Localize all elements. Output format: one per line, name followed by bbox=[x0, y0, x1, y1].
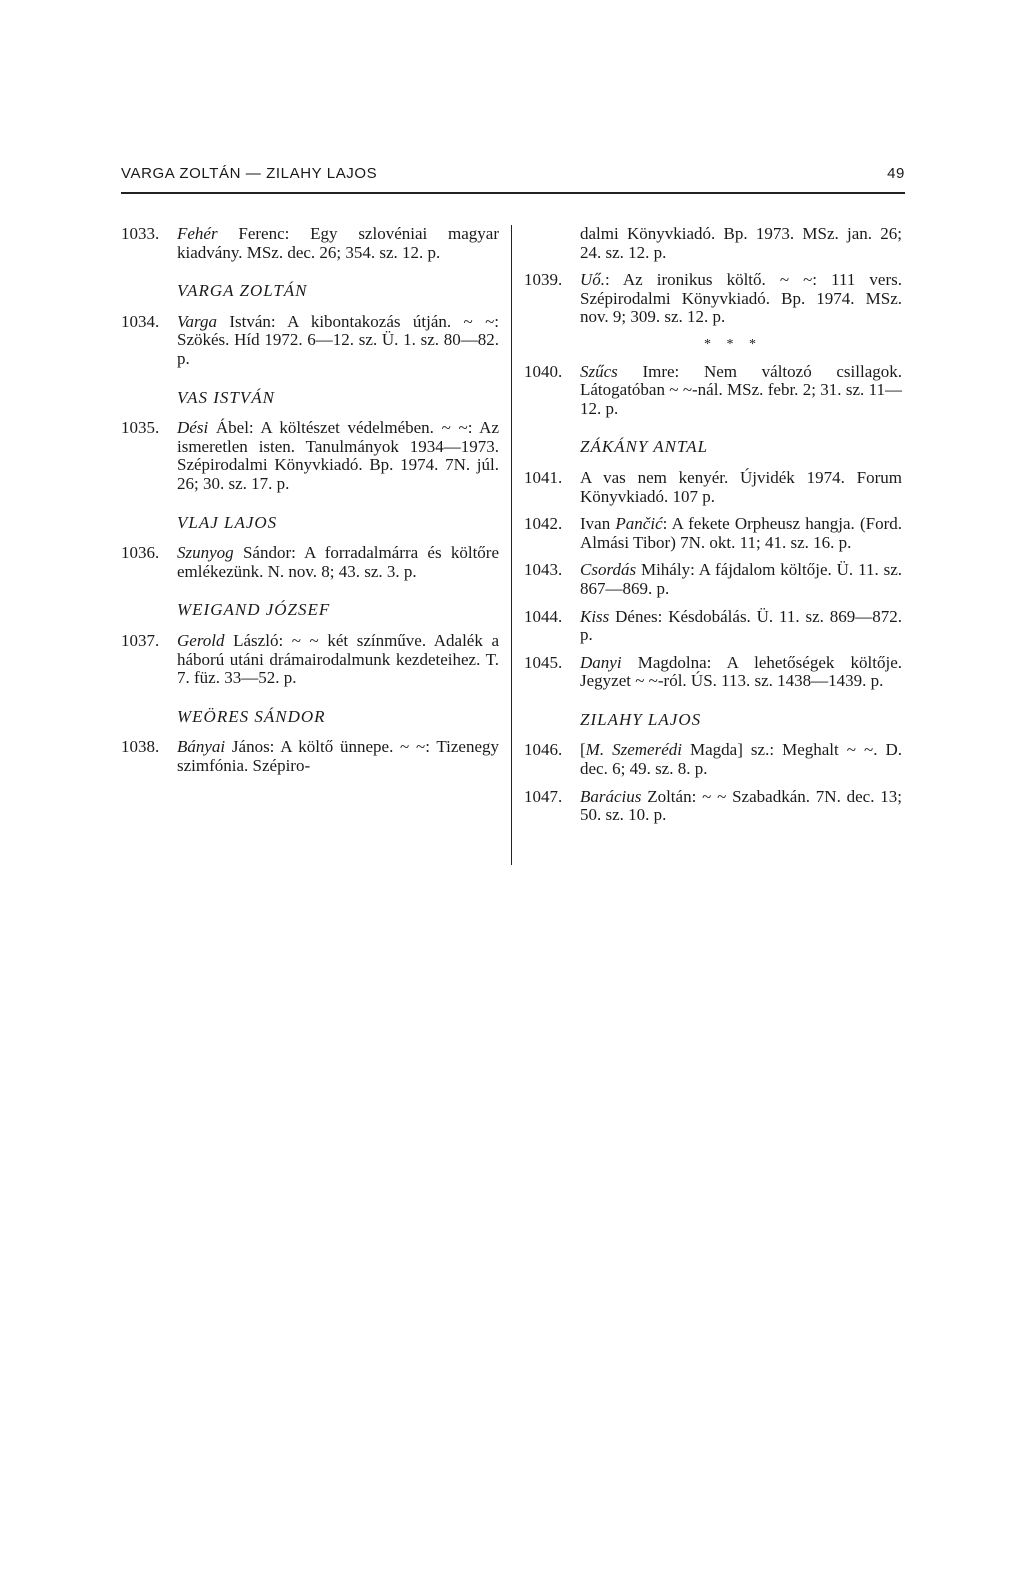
entry-author: Szűcs bbox=[580, 361, 618, 381]
entry-text: János: A költő ünnepe. ~ ~: Tizenegy szimfónia. Szépiro- bbox=[177, 737, 499, 775]
page-number: 49 bbox=[887, 165, 905, 182]
entry-prefix: Ivan bbox=[580, 514, 611, 534]
entry-text: Magdolna: A lehetőségek költője. Jegyzet ~ ~-ról. ÚS. 113. sz. 1438—1439. p. bbox=[580, 652, 902, 691]
entry-number: 1047. bbox=[524, 786, 563, 806]
entry-text: Mihály: A fájdalom költője. Ü. 11. sz. 867—869. p. bbox=[580, 560, 903, 598]
entry-author: Dési bbox=[177, 418, 209, 438]
entry-number: 1042. bbox=[524, 514, 563, 534]
section-heading-zilahy-lajos: ZILAHY LAJOS bbox=[580, 709, 702, 729]
entry-number: 1036. bbox=[121, 543, 160, 563]
entry-author: Gerold bbox=[177, 630, 225, 650]
entry-text: Dénes: Késdobálás. Ü. 11. sz. 869—872. p. bbox=[580, 606, 902, 645]
entry-1038-continued bbox=[524, 225, 902, 262]
running-head bbox=[121, 165, 905, 182]
running-title: VARGA ZOLTÁN — ZILAHY LAJOS bbox=[121, 165, 378, 182]
entry-author: Fehér bbox=[177, 224, 218, 243]
section-heading-weores-sandor: WEÖRES SÁNDOR bbox=[177, 706, 326, 726]
entry-1039 bbox=[524, 271, 902, 327]
section-heading-varga-zoltan: VARGA ZOLTÁN bbox=[177, 281, 308, 301]
entry-author: Uő. bbox=[580, 270, 606, 290]
entry-number: 1038. bbox=[121, 737, 160, 757]
entry-1046 bbox=[524, 741, 902, 778]
entry-text: : A fekete Orpheusz hangja. (Ford. Almási Tibor) 7N. okt. 11; 41. sz. 16. p. bbox=[580, 514, 902, 552]
entry-text: István: A kibontakozás útján. ~ ~: Szökés. Híd 1972. 6—12. sz. Ü. 1. sz. 80—82. p. bbox=[177, 311, 500, 368]
entry-author: Szunyog bbox=[177, 543, 234, 563]
entry-1033 bbox=[121, 225, 499, 262]
entry-number: 1037. bbox=[121, 630, 160, 650]
entry-author: Varga bbox=[177, 311, 217, 331]
entry-author: Barácius bbox=[580, 786, 642, 806]
left-column bbox=[121, 225, 499, 784]
entry-author: Kiss bbox=[580, 606, 610, 626]
entry-1038 bbox=[121, 738, 499, 775]
entry-text: Zoltán: ~ ~ Szabadkán. 7N. dec. 13; 50. sz. 10. p. bbox=[580, 786, 902, 825]
entry-author: Csordás bbox=[580, 560, 637, 580]
section-heading-vlaj-lajos: VLAJ LAJOS bbox=[177, 512, 278, 532]
section-heading-weigand-jozsef: WEIGAND JÓZSEF bbox=[177, 600, 331, 620]
entry-1040 bbox=[524, 363, 902, 419]
entry-number: 1045. bbox=[524, 652, 563, 672]
entry-text: Sándor: A forradalmárra és költőre emlékezünk. N. nov. 8; 43. sz. 3. p. bbox=[177, 543, 499, 581]
entry-text: Ábel: A költészet védelmében. ~ ~: Az ismeretlen isten. Tanulmányok 1934—1973. Szépirodalmi Könyvkiadó. Bp. 1974. 7N. júl. 26; 30. sz. 17. p. bbox=[177, 418, 499, 493]
entry-number: 1043. bbox=[524, 560, 563, 580]
entry-text: dalmi Könyvkiadó. Bp. 1973. MSz. jan. 26; 24. sz. 12. p. bbox=[580, 224, 902, 262]
entry-number: 1034. bbox=[121, 311, 160, 331]
entry-author: Danyi bbox=[580, 652, 622, 672]
entry-text: : Az ironikus költő. ~ ~: 111 vers. Szépirodalmi Könyvkiadó. Bp. 1974. MSz. nov. 9; 309. sz. 12. p. bbox=[580, 270, 902, 327]
entry-number: 1046. bbox=[524, 740, 563, 760]
section-separator-stars: * * * bbox=[704, 336, 762, 352]
entry-1037 bbox=[121, 632, 499, 688]
entry-text: Magda] sz.: Meghalt ~ ~. D. dec. 6; 49. sz. 8. p. bbox=[580, 740, 902, 779]
entry-number: 1039. bbox=[524, 270, 563, 290]
right-column bbox=[524, 225, 902, 834]
entry-text: László: ~ ~ két színműve. Adalék a háború utáni drámairodalmunk kezdeteihez. T. 7. füz. 33—52. p. bbox=[177, 630, 499, 688]
section-heading-zakany-antal: ZÁKÁNY ANTAL bbox=[580, 437, 709, 457]
entry-author: Bányai bbox=[177, 737, 226, 757]
column-divider bbox=[511, 225, 512, 865]
entry-1043 bbox=[524, 561, 902, 598]
entry-number: 1035. bbox=[121, 418, 160, 438]
entry-1041 bbox=[524, 469, 902, 506]
entry-1047 bbox=[524, 788, 902, 825]
entry-number: 1033. bbox=[121, 224, 160, 243]
entry-1044 bbox=[524, 608, 902, 645]
entry-number: 1041. bbox=[524, 467, 563, 487]
entry-text: A vas nem kenyér. Újvidék 1974. Forum Könyvkiadó. 107 p. bbox=[580, 467, 902, 506]
entry-number: 1040. bbox=[524, 361, 563, 381]
entry-1035 bbox=[121, 419, 499, 493]
section-heading-vas-istvan: VAS ISTVÁN bbox=[177, 387, 275, 407]
entry-1036 bbox=[121, 544, 499, 581]
entry-1042 bbox=[524, 515, 902, 552]
entry-prefix: [ bbox=[580, 740, 586, 760]
entry-text: Ferenc: Egy szlovéniai magyar kiadvány. MSz. dec. 26; 354. sz. 12. p. bbox=[177, 224, 500, 262]
entry-1045 bbox=[524, 654, 902, 691]
header-rule bbox=[121, 192, 905, 194]
entry-text: Imre: Nem változó csillagok. Látogatóban ~ ~-nál. MSz. febr. 2; 31. sz. 11—12. p. bbox=[580, 361, 902, 418]
entry-author: Pančić bbox=[615, 514, 663, 534]
entry-number: 1044. bbox=[524, 606, 563, 626]
entry-1034 bbox=[121, 313, 499, 369]
entry-author: M. Szemerédi bbox=[585, 740, 682, 760]
